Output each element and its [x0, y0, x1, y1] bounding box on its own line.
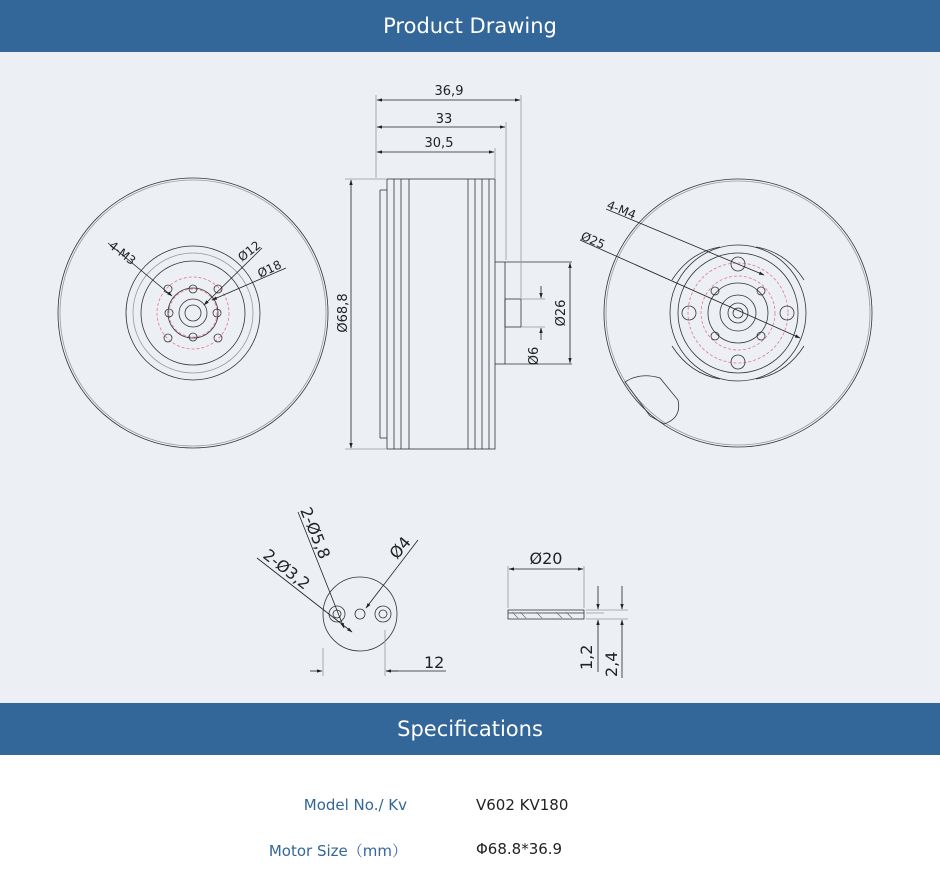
technical-drawing: [0, 52, 940, 703]
rear-holes-label: 4-M4: [604, 197, 638, 223]
spec-row: [0, 796, 940, 826]
spec-row: [0, 840, 940, 870]
front-pcd-inner-label: Ø12: [235, 238, 264, 265]
spec-value-model: V602 KV180: [476, 796, 569, 814]
front-pcd-outer-label: Ø18: [255, 257, 284, 281]
specifications-table: [0, 755, 940, 860]
rear-pcd-label: Ø25: [578, 228, 608, 252]
spec-label-size: Motor Size（mm）: [268, 842, 407, 860]
product-drawing-header: [0, 0, 940, 52]
spec-label-model: Model No./ Kv: [303, 796, 407, 814]
width-total-label: 36,9: [434, 84, 464, 99]
specifications-title: Specifications: [397, 717, 543, 741]
washer-thick-label: 2,4: [602, 651, 621, 677]
washer-diameter-label: Ø20: [529, 549, 563, 568]
prop-center-label: Ø4: [385, 532, 415, 563]
width-body-label: 30,5: [424, 136, 454, 151]
body-diameter-label: Ø68,8: [336, 293, 351, 333]
product-drawing-title: Product Drawing: [383, 14, 557, 38]
specifications-header: [0, 703, 940, 755]
prop-spacing-label: 12: [424, 653, 445, 672]
prop-adapter-view: [257, 512, 446, 676]
shaft-diameter-label: Ø6: [527, 346, 542, 366]
washer-section-view: [508, 566, 628, 619]
front-view: [58, 178, 328, 448]
prop-large-holes-label: 2-Ø5,8: [296, 504, 335, 562]
base-diameter-label: Ø26: [554, 299, 569, 327]
spec-value-size: Φ68.8*36.9: [476, 840, 563, 858]
front-holes-label: 4-M3: [106, 238, 139, 268]
prop-small-holes-label: 2-Ø3,2: [259, 545, 314, 594]
rear-view: [580, 179, 872, 447]
side-view: [345, 95, 572, 449]
width-mid-label: 33: [435, 112, 453, 127]
washer-thin-label: 1,2: [577, 644, 596, 670]
